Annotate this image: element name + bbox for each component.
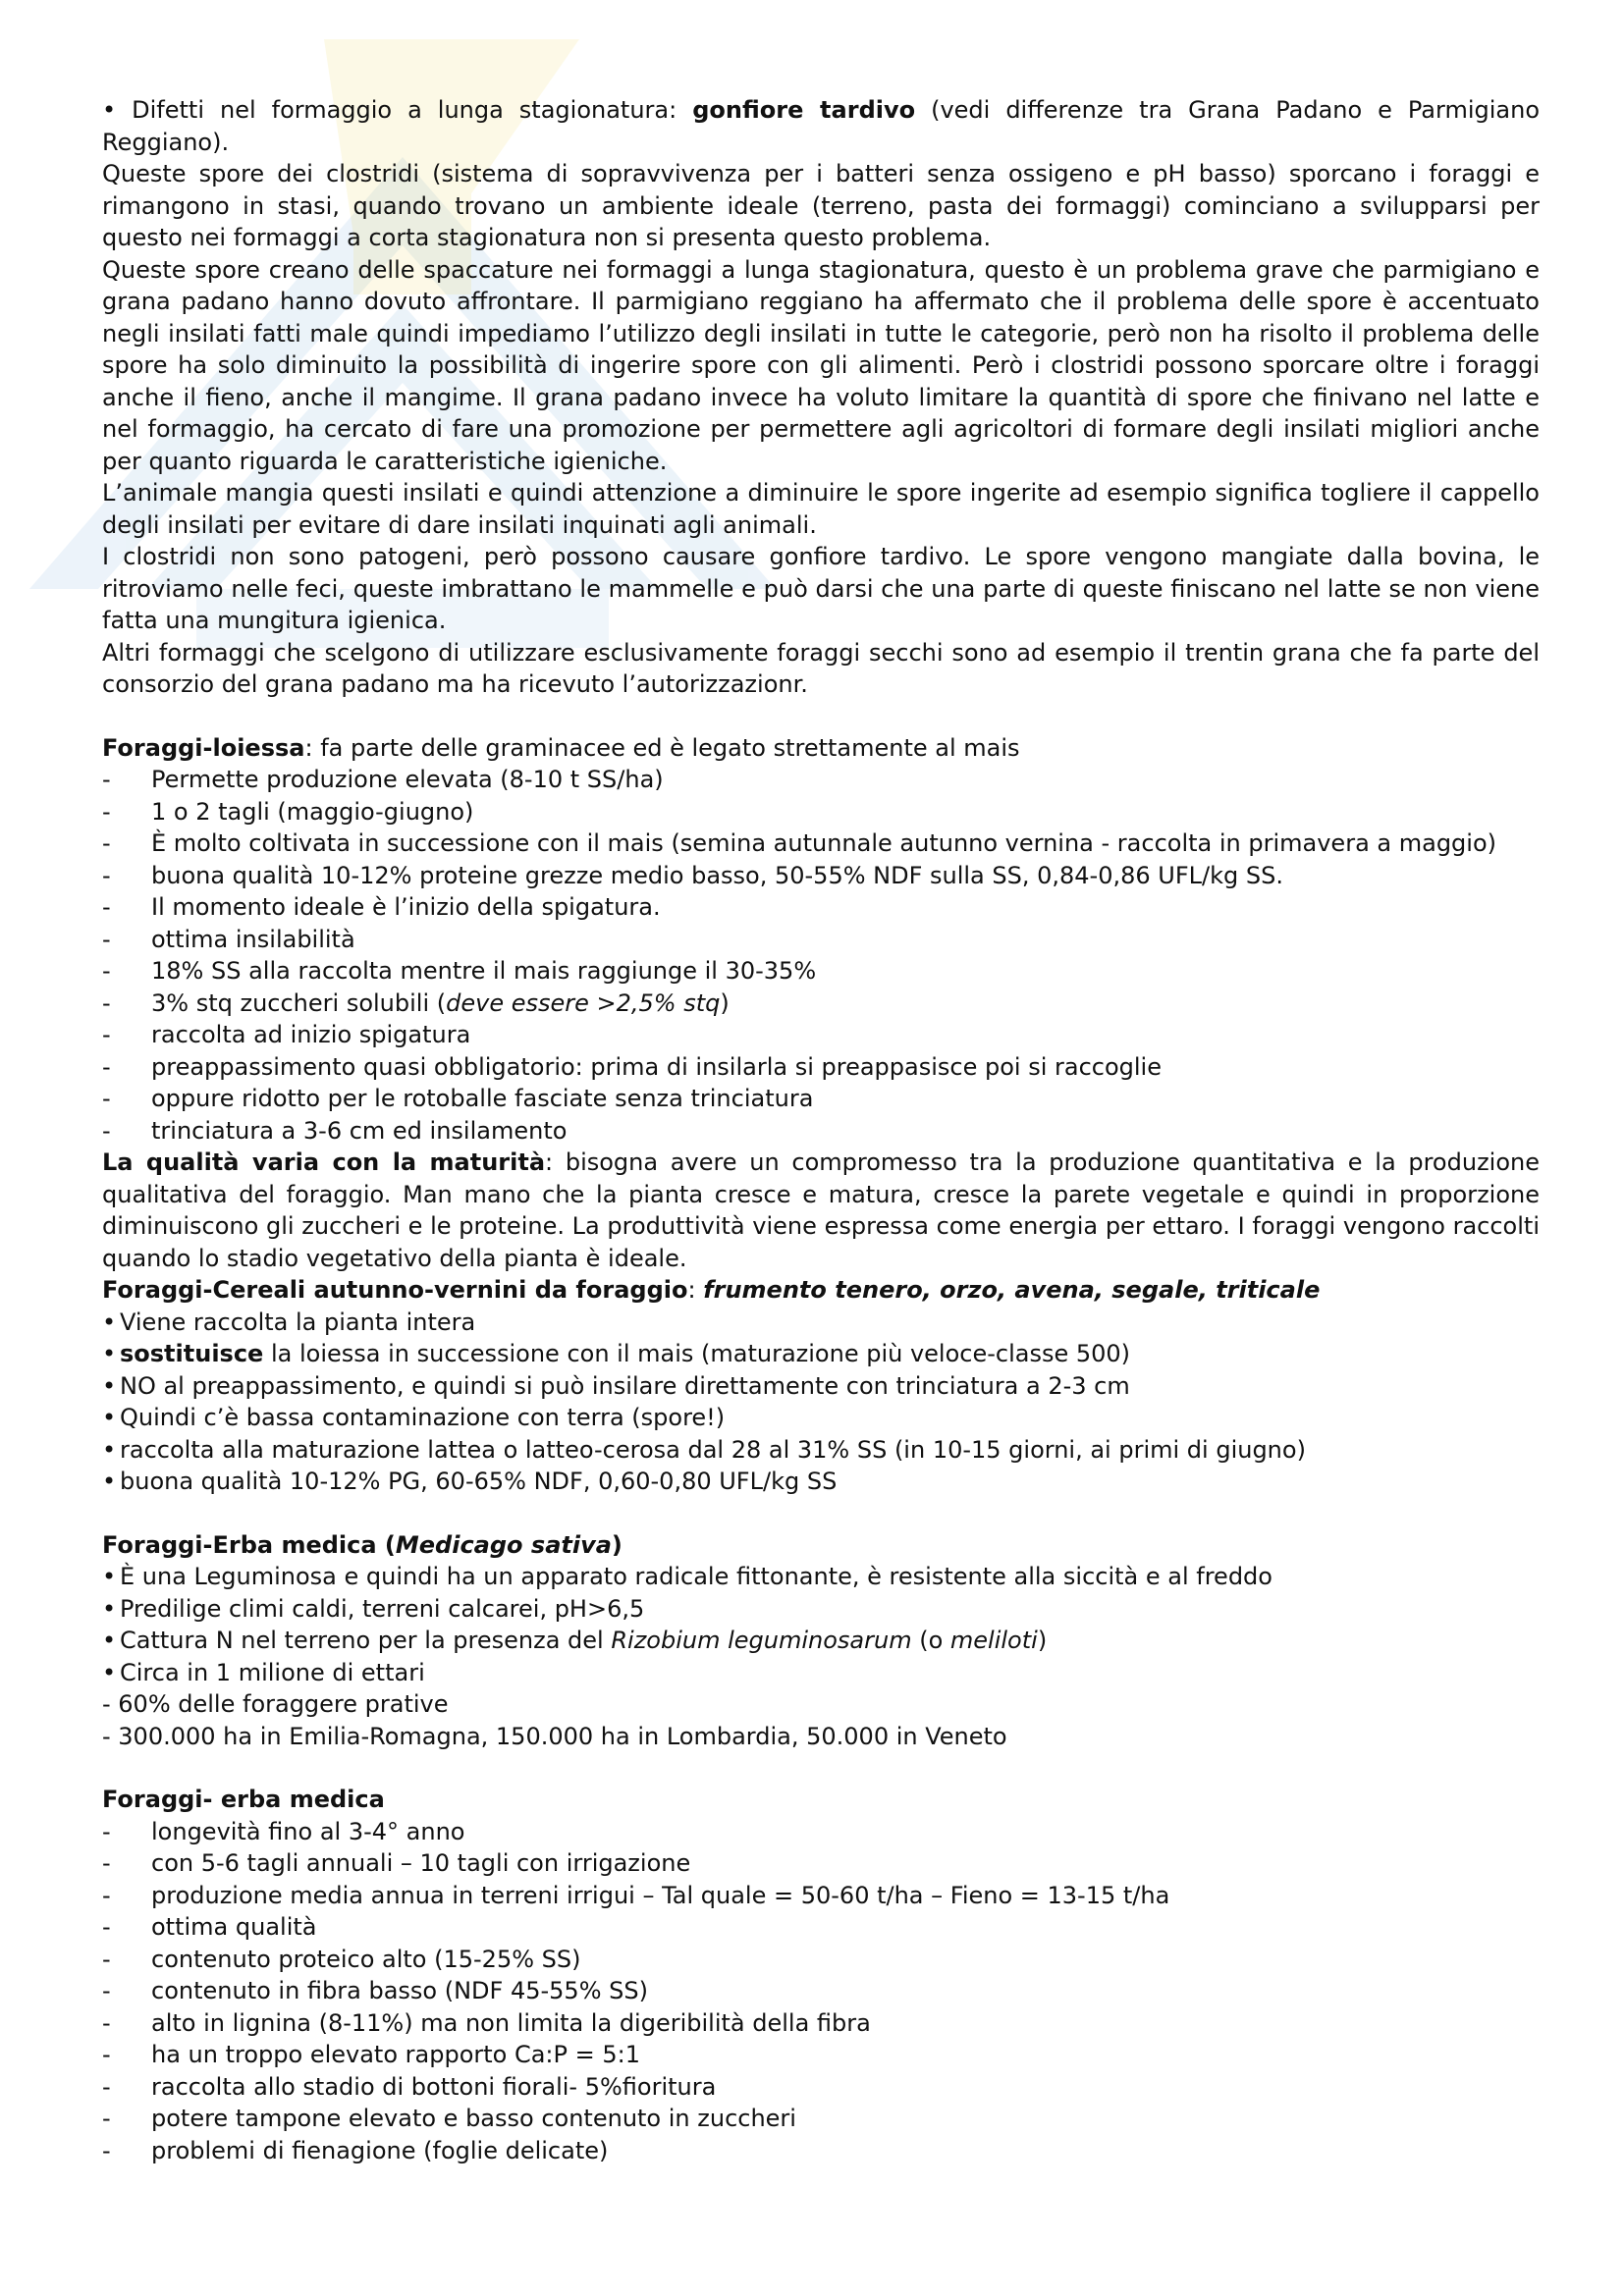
medica2-heading	[102, 1784, 1540, 1816]
list-item	[102, 988, 1540, 1020]
intro-paragraph-6: Altri formaggi che scelgono di utilizzare esclusivamente foraggi secchi sono ad esempio il trentin grana che fa parte del consorzio del grana padano ma ha ricevuto l’autorizzazionr.	[102, 638, 1540, 698]
intro-text-end: (vedi differenze tra Grana Padano e Parmigiano Reggiano).	[102, 96, 1540, 156]
list-item: • Quindi c’è bassa contaminazione con terra (spore!)	[102, 1402, 1540, 1434]
bullet-glyph: •	[102, 96, 117, 124]
list-item: • Viene raccolta la pianta intera	[102, 1307, 1540, 1339]
intro-paragraph-3: Queste spore creano delle spaccature nei formaggi a lunga stagionatura, questo è un problema grave che parmigiano e grana padano hanno dovuto affrontare. Il parmigiano reggiano ha affermato che il problema delle spore è accentuato negli insilati fatti male quindi impediamo l’utilizzo degli insilati in tutte le categorie, però non ha risolto il problema delle spore ha solo diminuito la possibilità di ingerire spore con gli alimenti. Però i clostridi possono sporcare oltre i foraggi anche il fieno, anche il mangime. Il grana padano invece ha voluto limitare la quantità di spore che finivano nel latte e nel formaggio, ha cercato di fare una promozione per permettere agli agricoltori di formare degli insilati migliori anche per quanto riguarda le caratteristiche igieniche.	[102, 255, 1540, 475]
list-item: • Circa in 1 milione di ettari	[102, 1657, 1540, 1689]
cereali-item-text: la loiessa in successione con il mais (maturazione più veloce-classe 500)	[263, 1340, 1131, 1367]
list-item: - Permette produzione elevata (8-10 t SS/ha)	[102, 764, 1540, 796]
list-item: - raccolta allo stadio di bottoni fiorali- 5%fioritura	[102, 2071, 1540, 2104]
document-body	[102, 94, 1540, 2166]
zuccheri-close: )	[720, 988, 730, 1017]
maturita-heading: La qualità varia con la maturità	[102, 1148, 546, 1176]
list-item: - preappassimento quasi obbligatorio: prima di insilarla si preappasisce poi si raccoglie	[102, 1051, 1540, 1084]
maturita-text: : bisogna avere un compromesso tra la produzione quantitativa e la produzione qualitativa del foraggio. Man mano che la pianta cresce e matura, cresce la parete vegetale e quindi in proporzione diminuiscono gli zuccheri e le proteine. La produttività viene espressa come energia per ettaro. I foraggi vengono raccolti quando lo stadio vegetativo della pianta è ideale.	[102, 1148, 1540, 1272]
medica-heading-a: Foraggi-Erba medica (	[102, 1530, 396, 1559]
list-item: - Il momento ideale è l’inizio della spigatura.	[102, 891, 1540, 924]
medica-heading	[102, 1529, 1540, 1562]
loiessa-heading-bold: Foraggi-loiessa	[102, 733, 305, 762]
list-item: - con 5-6 tagli annuali – 10 tagli con irrigazione	[102, 1847, 1540, 1880]
intro-text: Difetti nel formaggio a lunga stagionatura:	[132, 96, 693, 124]
list-item: - trinciatura a 3-6 cm ed insilamento	[102, 1115, 1540, 1148]
intro-bold: gonfiore tardivo	[692, 96, 916, 124]
list-item: • buona qualità 10-12% PG, 60-65% NDF, 0,60-0,80 UFL/kg SS	[102, 1466, 1540, 1498]
list-item: - longevità fino al 3-4° anno	[102, 1816, 1540, 1848]
medica2-heading-bold: Foraggi- erba medica	[102, 1786, 385, 1813]
medica-heading-species: Medicago sativa	[395, 1530, 612, 1559]
list-item	[102, 1625, 1540, 1657]
list-item: - alto in lignina (8-11%) ma non limita la digeribilità della fibra	[102, 2007, 1540, 2040]
medica2-list	[102, 1816, 1540, 2167]
cereali-list	[102, 1307, 1540, 1498]
cereali-heading	[102, 1274, 1540, 1307]
list-item: - produzione media annua in terreni irrigui – Tal quale = 50-60 t/ha – Fieno = 13-15 t/ha	[102, 1880, 1540, 1912]
medica-list	[102, 1561, 1540, 1688]
list-item: - problemi di fienagione (foglie delicate)	[102, 2135, 1540, 2167]
medica-heading-b: )	[611, 1530, 623, 1559]
loiessa-list	[102, 764, 1540, 1147]
cereali-heading-species: frumento tenero, orzo, avena, segale, triticale	[703, 1276, 1321, 1304]
zuccheri-italic: deve essere >2,5% stq	[446, 988, 721, 1017]
intro-paragraph-2: Queste spore dei clostridi (sistema di sopravvivenza per i batteri senza ossigeno e pH basso) sporcano i foraggi e rimangono in stasi, quando trovano un ambiente ideale (terreno, pasta dei formaggi) cominciano a svilupparsi per questo nei formaggi a corta stagionatura non si presenta questo problema.	[102, 160, 1540, 251]
list-item: - potere tampone elevato e basso contenuto in zuccheri	[102, 2103, 1540, 2135]
loiessa-heading	[102, 732, 1540, 765]
intro-paragraph-4: L’animale mangia questi insilati e quindi attenzione a diminuire le spore ingerite ad esempio significa togliere il cappello degli insilati per evitare di dare insilati inquinati agli animali.	[102, 479, 1540, 539]
list-item: - ottima qualità	[102, 1911, 1540, 1944]
cereali-heading-sep: :	[687, 1276, 704, 1304]
loiessa-heading-text: : fa parte delle graminacee ed è legato strettamente al mais	[304, 733, 1020, 762]
list-item: • raccolta alla maturazione lattea o latteo-cerosa dal 28 al 31% SS (in 10-15 giorni, ai primi di giugno)	[102, 1434, 1540, 1467]
list-item: • È una Leguminosa e quindi ha un apparato radicale fittonante, è resistente alla siccità e al freddo	[102, 1561, 1540, 1593]
zuccheri-text: 3% stq zuccheri solubili (	[151, 988, 447, 1017]
medica-item-text: Cattura N nel terreno per la presenza del	[120, 1627, 612, 1654]
list-item: - È molto coltivata in successione con il mais (semina autunnale autunno vernina - raccolta in primavera a maggio)	[102, 828, 1540, 860]
medica-item-text: )	[1037, 1627, 1048, 1654]
list-item: - oppure ridotto per le rotoballe fasciate senza trinciatura	[102, 1083, 1540, 1115]
intro-paragraph-5: I clostridi non sono patogeni, però possono causare gonfiore tardivo. Le spore vengono mangiate dalla bovina, le ritroviamo nelle feci, queste imbrattano le mammelle e può darsi che una parte di queste finiscano nel latte se non viene fatta una mungitura igienica.	[102, 543, 1540, 634]
list-item: • NO al preappassimento, e quindi si può insilare direttamente con trinciatura a 2-3 cm	[102, 1370, 1540, 1403]
list-item: - 18% SS alla raccolta mentre il mais raggiunge il 30-35%	[102, 955, 1540, 988]
cereali-heading-bold: Foraggi-Cereali autunno-vernini da foraggio	[102, 1276, 688, 1304]
list-item: - ottima insilabilità	[102, 924, 1540, 956]
cereali-item-bold: sostituisce	[120, 1340, 264, 1367]
medica-line: - 60% delle foraggere prative	[102, 1690, 449, 1718]
list-item	[102, 1338, 1540, 1370]
list-item: - raccolta ad inizio spigatura	[102, 1019, 1540, 1051]
medica-item-italic: Rizobium leguminosarum	[611, 1627, 912, 1654]
list-item: - ha un troppo elevato rapporto Ca:P = 5:1	[102, 2039, 1540, 2071]
list-item: - contenuto proteico alto (15-25% SS)	[102, 1944, 1540, 1976]
medica-line: - 300.000 ha in Emilia-Romagna, 150.000 ha in Lombardia, 50.000 in Veneto	[102, 1722, 1007, 1750]
intro-paragraph-1	[102, 94, 1540, 158]
medica-item-text: (o	[911, 1627, 950, 1654]
list-item: - 1 o 2 tagli (maggio-giugno)	[102, 796, 1540, 828]
maturita-paragraph	[102, 1147, 1540, 1274]
list-item: - contenuto in fibra basso (NDF 45-55% SS)	[102, 1975, 1540, 2007]
list-item: • Predilige climi caldi, terreni calcarei, pH>6,5	[102, 1593, 1540, 1626]
medica-item-italic: meliloti	[949, 1627, 1038, 1654]
list-item: - buona qualità 10-12% proteine grezze medio basso, 50-55% NDF sulla SS, 0,84-0,86 UFL/kg SS.	[102, 860, 1540, 892]
